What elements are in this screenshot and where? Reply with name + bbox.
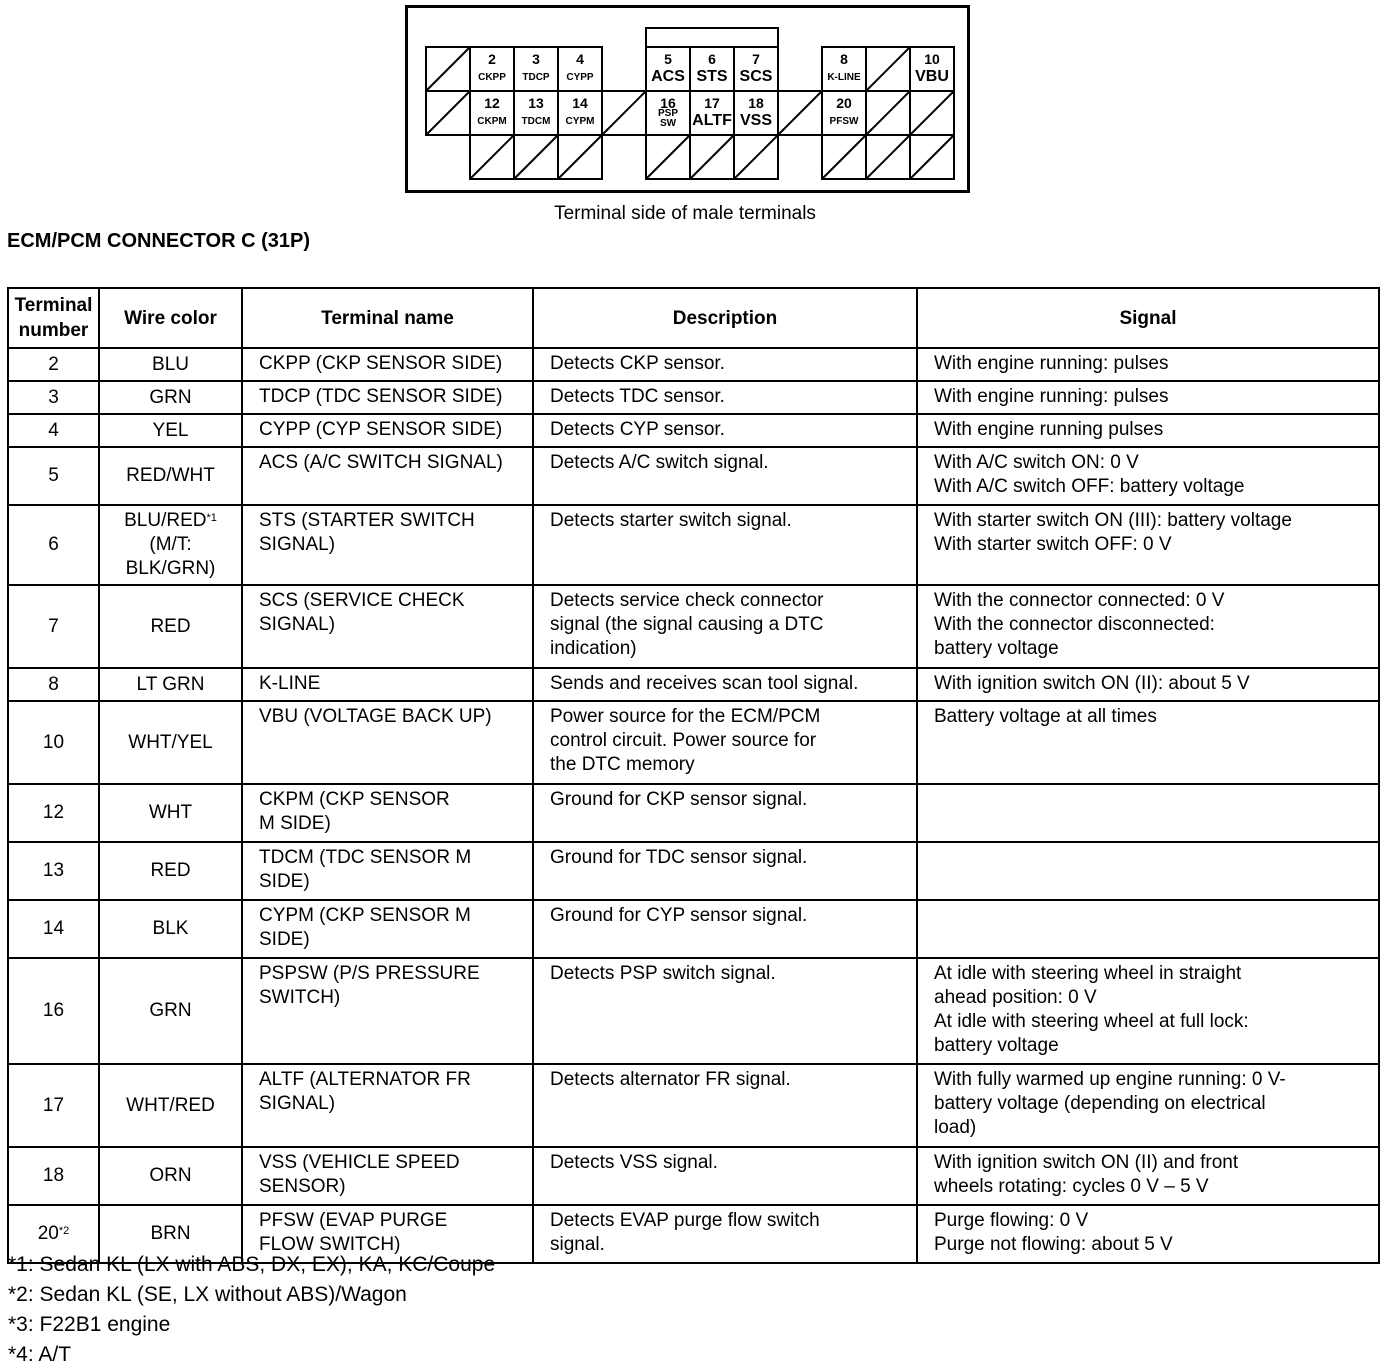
pin-abbreviation: CKPM — [477, 116, 507, 127]
cell-signal: With A/C switch ON: 0 V With A/C switch OFF: battery voltage — [917, 447, 1379, 505]
cell-terminal-name: STS (STARTER SWITCH SIGNAL) — [242, 505, 533, 585]
cell-wire-color: BRN — [99, 1205, 242, 1263]
pin-abbreviation: CYPM — [565, 116, 595, 127]
connector-line — [866, 91, 910, 135]
cell-signal — [917, 784, 1379, 842]
cell-signal: With engine running pulses — [917, 414, 1379, 447]
pin-abbreviation: CYPP — [566, 72, 594, 83]
cell-terminal-name: VSS (VEHICLE SPEED SENSOR) — [242, 1147, 533, 1205]
table-body — [8, 348, 1379, 1263]
cell-terminal-name: TDCP (TDC SENSOR SIDE) — [242, 381, 533, 414]
connector-line — [602, 91, 646, 135]
pin-number: 13 — [528, 95, 544, 111]
cell-wire-color: BLU — [99, 348, 242, 381]
connector-line — [910, 135, 954, 179]
table-row — [8, 585, 1379, 668]
cell-signal: With the connector connected: 0 V With the connector disconnected: battery voltage — [917, 585, 1379, 668]
cell-terminal-number: 14 — [8, 900, 99, 958]
cell-terminal-name: ACS (A/C SWITCH SIGNAL) — [242, 447, 533, 505]
pin-abbreviation: VBU — [915, 68, 949, 85]
cell-signal: With ignition switch ON (II) and front wheels rotating: cycles 0 V – 5 V — [917, 1147, 1379, 1205]
cell-description: Detects A/C switch signal. — [533, 447, 917, 505]
table-row — [8, 701, 1379, 784]
section-title: ECM/PCM CONNECTOR C (31P) — [7, 230, 310, 252]
table-row — [8, 414, 1379, 447]
cell-description: Detects PSP switch signal. — [533, 958, 917, 1064]
pin-number: 10 — [924, 51, 940, 67]
cell-terminal-number: 4 — [8, 414, 99, 447]
pin-number: 3 — [532, 51, 540, 67]
pin-abbreviation: PFSW — [829, 116, 859, 127]
cell-terminal-number: 17 — [8, 1064, 99, 1147]
header-terminal-name: Terminal name — [242, 288, 533, 348]
cell-signal: With engine running: pulses — [917, 381, 1379, 414]
cell-wire-color: RED/WHT — [99, 447, 242, 505]
connector-line — [822, 135, 866, 179]
pin-abbreviation: ALTF — [692, 112, 732, 129]
cell-terminal-name: CKPM (CKP SENSOR M SIDE) — [242, 784, 533, 842]
pin-abbreviation: STS — [696, 68, 728, 85]
footnote: *2: Sedan KL (SE, LX without ABS)/Wagon — [8, 1283, 407, 1306]
connector-line — [426, 91, 470, 135]
cell-wire-color: ORN — [99, 1147, 242, 1205]
cell-terminal-name: VBU (VOLTAGE BACK UP) — [242, 701, 533, 784]
cell-description: Detects CKP sensor. — [533, 348, 917, 381]
header-description: Description — [533, 288, 917, 348]
cell-description: Power source for the ECM/PCM control circuit. Power source for the DTC memory — [533, 701, 917, 784]
cell-description: Ground for TDC sensor signal. — [533, 842, 917, 900]
cell-wire-color: YEL — [99, 414, 242, 447]
terminal-table — [7, 287, 1380, 1264]
cell-terminal-number: 10 — [8, 701, 99, 784]
footnotes — [8, 1250, 495, 1370]
pin-number: 17 — [704, 95, 720, 111]
table-row — [8, 958, 1379, 1064]
table-row — [8, 505, 1379, 585]
cell-wire-color: BLU/RED$^{*1}$ (M/T: BLK/GRN) — [99, 505, 242, 585]
cell-description: Ground for CYP sensor signal. — [533, 900, 917, 958]
cell-description: Ground for CKP sensor signal. — [533, 784, 917, 842]
table-row — [8, 784, 1379, 842]
cell-terminal-name: SCS (SERVICE CHECK SIGNAL) — [242, 585, 533, 668]
pin-abbreviation: PSP SW — [657, 108, 678, 129]
footnote: *3: F22B1 engine — [8, 1313, 171, 1336]
table-row — [8, 381, 1379, 414]
pin-number: 8 — [840, 51, 848, 67]
cell-terminal-number: 3 — [8, 381, 99, 414]
cell-signal: With starter switch ON (III): battery voltage With starter switch OFF: 0 V — [917, 505, 1379, 585]
cell-description: Detects TDC sensor. — [533, 381, 917, 414]
connector-line — [514, 135, 558, 179]
cell-terminal-number: 6 — [8, 505, 99, 585]
pin-number: 2 — [488, 51, 496, 67]
cell-description: Detects alternator FR signal. — [533, 1064, 917, 1147]
cell-terminal-number: 7 — [8, 585, 99, 668]
cell-terminal-number: 13 — [8, 842, 99, 900]
pin-number: 6 — [708, 51, 716, 67]
table-row — [8, 348, 1379, 381]
pin-abbreviation: K-LINE — [827, 72, 861, 83]
cell-terminal-name: PFSW (EVAP PURGE FLOW SWITCH) — [242, 1205, 533, 1263]
pin-number: 14 — [572, 95, 588, 111]
table-row — [8, 668, 1379, 701]
pin-number: 18 — [748, 95, 764, 111]
pin-number: 5 — [664, 51, 672, 67]
cell-wire-color: WHT — [99, 784, 242, 842]
connector-line — [470, 135, 514, 179]
cell-description: Detects starter switch signal. — [533, 505, 917, 585]
cell-terminal-number: 5 — [8, 447, 99, 505]
cell-signal — [917, 842, 1379, 900]
pin-abbreviation: CKPP — [478, 72, 506, 83]
cell-terminal-name: CYPM (CKP SENSOR M SIDE) — [242, 900, 533, 958]
connector-line — [558, 135, 602, 179]
cell-terminal-name: K-LINE — [242, 668, 533, 701]
footnote: *4: A/T — [8, 1343, 72, 1366]
pin-abbreviation: TDCM — [521, 116, 551, 127]
cell-terminal-number: 12 — [8, 784, 99, 842]
header-signal: Signal — [917, 288, 1379, 348]
cell-terminal-number: 18 — [8, 1147, 99, 1205]
cell-signal: Purge flowing: 0 V Purge not flowing: about 5 V — [917, 1205, 1379, 1263]
cell-wire-color: WHT/YEL — [99, 701, 242, 784]
connector-line — [734, 135, 778, 179]
cell-wire-color: LT GRN — [99, 668, 242, 701]
connector-line — [866, 47, 910, 91]
pin-abbreviation: TDCP — [522, 72, 550, 83]
cell-terminal-number: 8 — [8, 668, 99, 701]
connector-line — [426, 47, 470, 91]
table-row — [8, 1064, 1379, 1147]
connector-line — [866, 135, 910, 179]
table-row — [8, 842, 1379, 900]
pin-abbreviation: VSS — [739, 112, 772, 129]
cell-description: Detects service check connector signal (the signal causing a DTC indication) — [533, 585, 917, 668]
table-header-row — [8, 288, 1379, 348]
pin-number: 7 — [752, 51, 760, 67]
connector-caption: Terminal side of male terminals — [554, 203, 816, 224]
cell-terminal-name: ALTF (ALTERNATOR FR SIGNAL) — [242, 1064, 533, 1147]
connector-line — [690, 135, 734, 179]
cell-signal — [917, 900, 1379, 958]
connector-line — [910, 91, 954, 135]
cell-description: Detects VSS signal. — [533, 1147, 917, 1205]
cell-terminal-name: TDCM (TDC SENSOR M SIDE) — [242, 842, 533, 900]
connector-line — [646, 135, 690, 179]
cell-description: Detects EVAP purge flow switch signal. — [533, 1205, 917, 1263]
cell-description: Detects CYP sensor. — [533, 414, 917, 447]
cell-signal: With fully warmed up engine running: 0 V- battery voltage (depending on electrical load) — [917, 1064, 1379, 1147]
cell-wire-color: RED — [99, 842, 242, 900]
footnote: *1: Sedan KL (LX with ABS, DX, EX), KA, KC/Coupe — [8, 1253, 496, 1276]
cell-wire-color: RED — [99, 585, 242, 668]
cell-terminal-name: CKPP (CKP SENSOR SIDE) — [242, 348, 533, 381]
connector-key-tab — [646, 28, 778, 47]
table-row — [8, 1147, 1379, 1205]
cell-signal: With engine running: pulses — [917, 348, 1379, 381]
cell-wire-color: GRN — [99, 381, 242, 414]
header-wire-color: Wire color — [99, 288, 242, 348]
connector-diagram — [405, 5, 970, 193]
table-row — [8, 900, 1379, 958]
cell-signal: At idle with steering wheel in straight ahead position: 0 V At idle with steering wheel at full lock: battery voltage — [917, 958, 1379, 1064]
cell-terminal-name: CYPP (CYP SENSOR SIDE) — [242, 414, 533, 447]
pin-abbreviation: ACS — [651, 68, 685, 85]
cell-signal: Battery voltage at all times — [917, 701, 1379, 784]
cell-terminal-name: PSPSW (P/S PRESSURE SWITCH) — [242, 958, 533, 1064]
pin-number: 16 — [660, 95, 676, 111]
pin-number: 20 — [836, 95, 852, 111]
pin-abbreviation: SCS — [739, 68, 773, 85]
header-terminal-number: Terminal number — [8, 288, 99, 348]
cell-wire-color: WHT/RED — [99, 1064, 242, 1147]
table-row — [8, 447, 1379, 505]
pin-number: 4 — [576, 51, 584, 67]
cell-wire-color: BLK — [99, 900, 242, 958]
cell-terminal-number: 16 — [8, 958, 99, 1064]
cell-signal: With ignition switch ON (II): about 5 V — [917, 668, 1379, 701]
connector-line — [778, 91, 822, 135]
cell-description: Sends and receives scan tool signal. — [533, 668, 917, 701]
cell-terminal-number: 2 — [8, 348, 99, 381]
cell-terminal-number: 20$^{*2}$ — [8, 1205, 99, 1263]
pin-number: 12 — [484, 95, 500, 111]
cell-wire-color: GRN — [99, 958, 242, 1064]
